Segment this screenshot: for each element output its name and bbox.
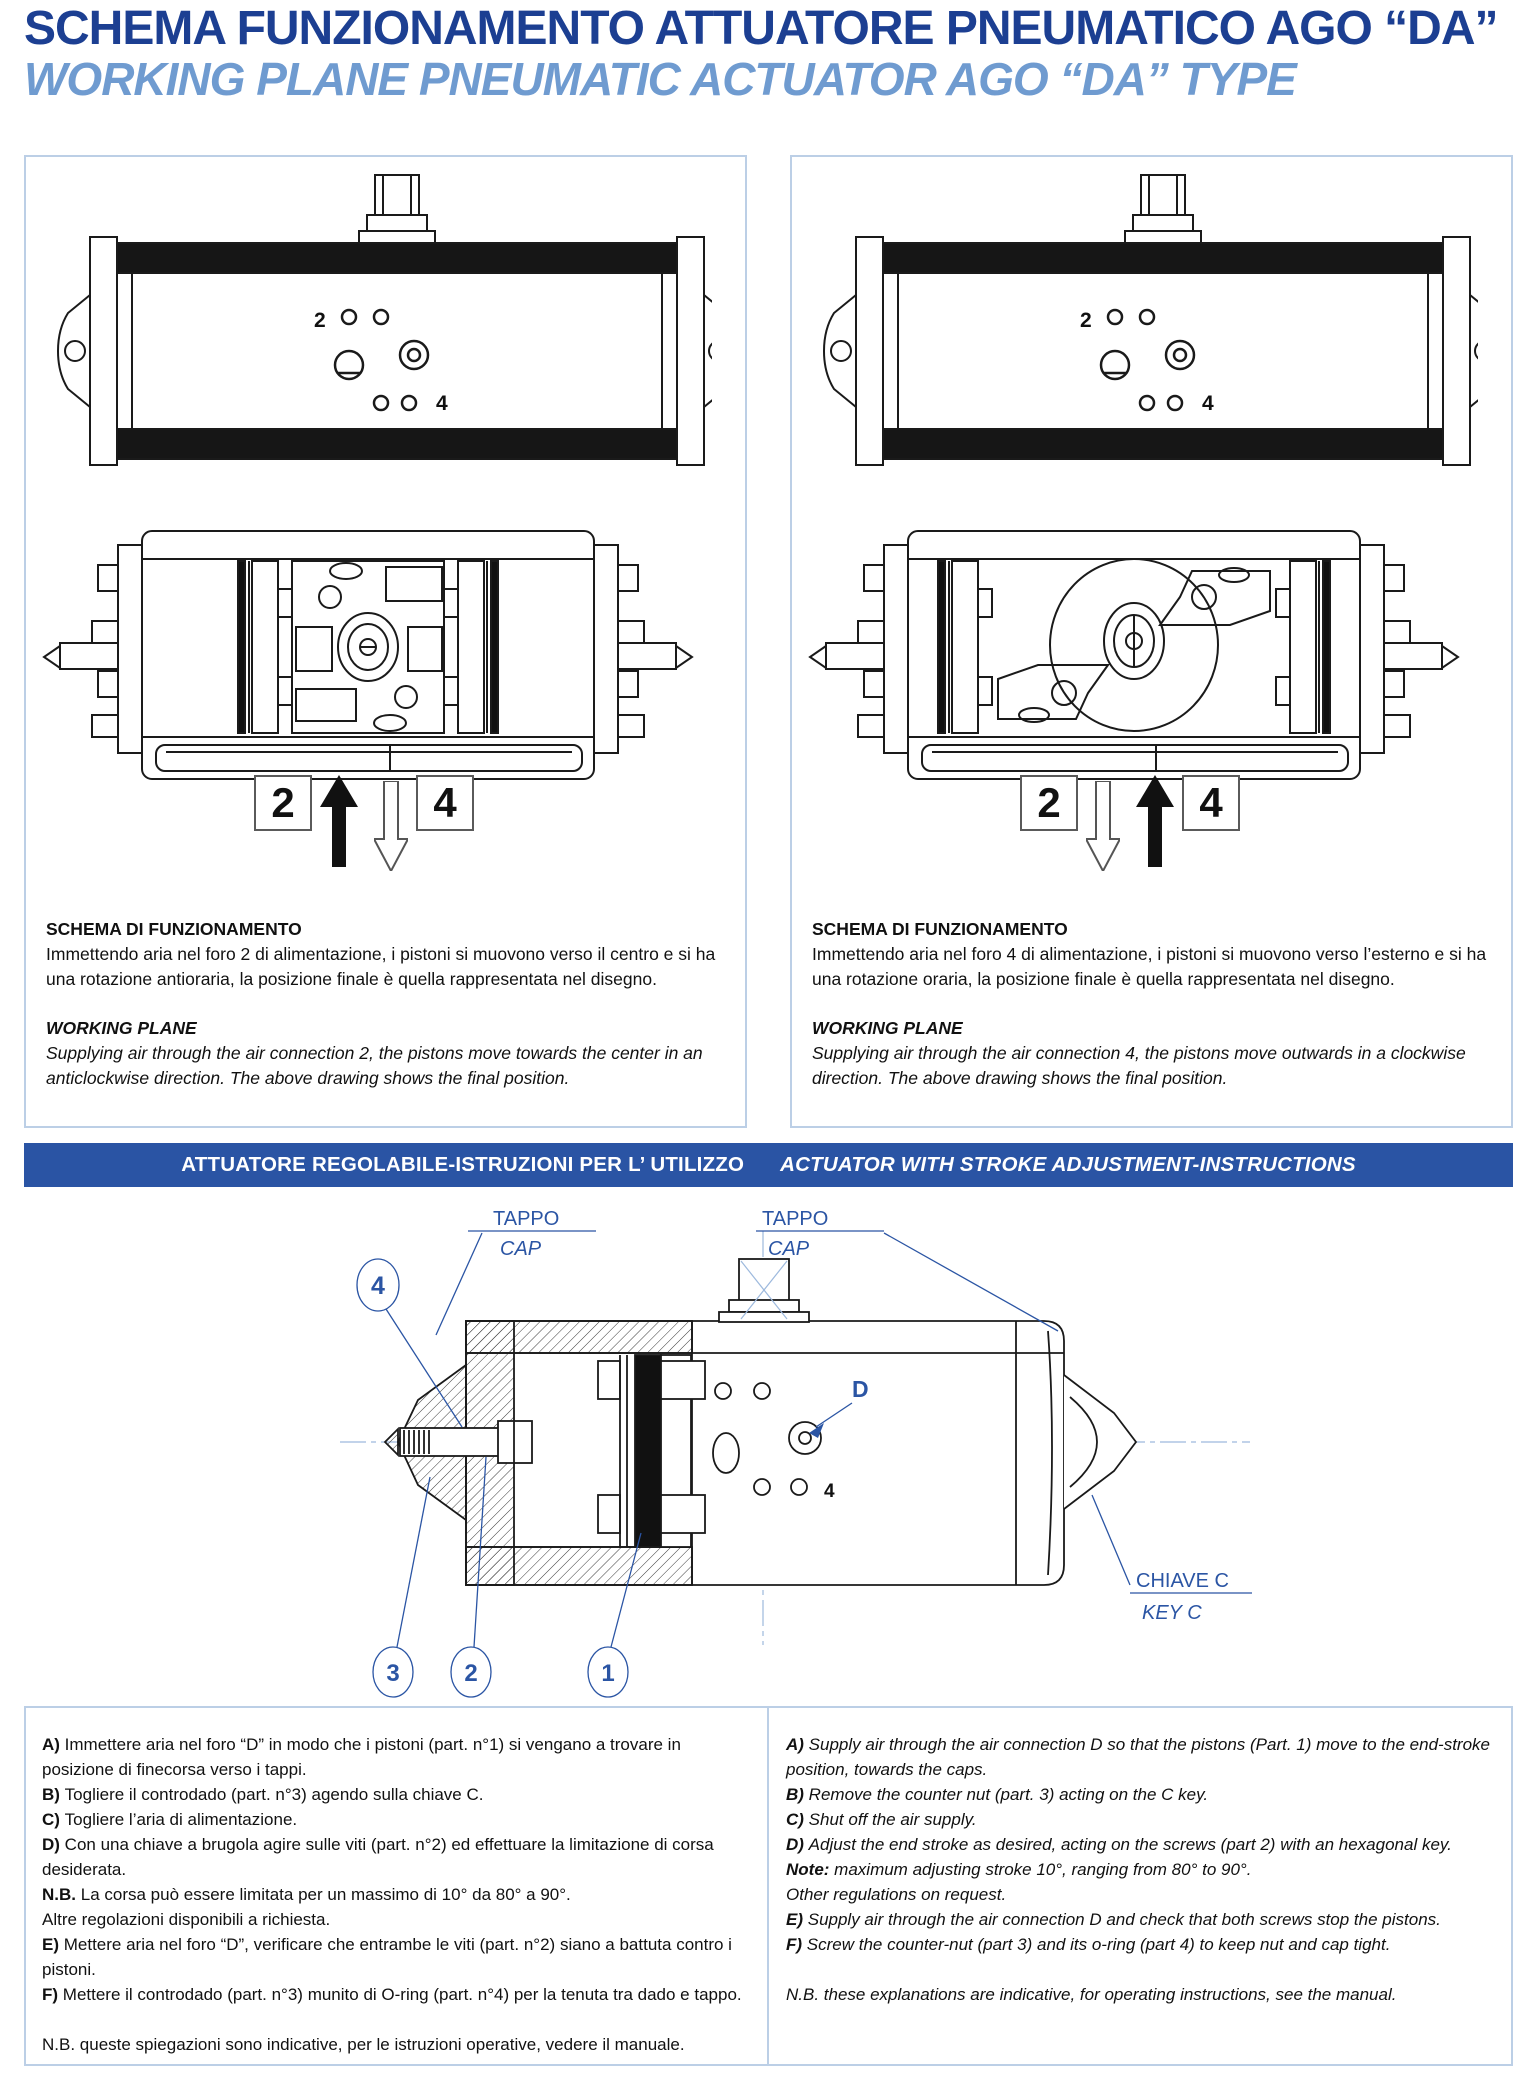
hole-4-label: 4	[824, 1481, 835, 1502]
actuator-section-view-pistons-center	[34, 505, 724, 795]
arrow-up-solid-icon	[320, 775, 358, 867]
instruction-line: N.B. these explanations are indicative, for operating instructions, see the manual.	[786, 1985, 1397, 2004]
arrow-down-hollow-icon	[374, 781, 408, 871]
actuator-section-view-pistons-outward	[800, 505, 1490, 795]
cap-label-english: CAP	[500, 1238, 542, 1260]
working-scheme-panel-right	[790, 155, 1513, 1128]
banner-title-italian: ATTUATORE REGOLABILE-ISTRUZIONI PER L’ UTILIZZO	[181, 1153, 745, 1176]
port-4-box: 4	[416, 775, 474, 831]
instructions-italian	[42, 1732, 752, 2057]
scheme-heading-it: SCHEMA DI FUNZIONAMENTO	[46, 919, 302, 939]
scheme-body-it: Immettendo aria nel foro 4 di alimentazione, i pistoni si muovono verso l’esterno e si ha una rotazione oraria, la posizione finale è quella rappresentata nel disegno.	[812, 944, 1487, 989]
instruction-line: Altre regolazioni disponibili a richiesta.	[42, 1910, 331, 1929]
section-banner	[24, 1143, 1513, 1187]
scheme-body-en: Supplying air through the air connection 2, the pistons move towards the center in an anticlockwise direction. The above drawing shows the final position.	[46, 1043, 703, 1088]
instruction-line: Note: maximum adjusting stroke 10°, ranging from 80° to 90°.	[786, 1860, 1252, 1879]
instruction-line: B) Togliere il controdado (part. n°3) agendo sulla chiave C.	[42, 1785, 484, 1804]
instructions-english	[786, 1732, 1498, 2007]
scheme-body-it: Immettendo aria nel foro 2 di alimentazione, i pistoni si muovono verso il centro e si ha una rotazione antioraria, la posizione finale è quella rappresentata nel disegno.	[46, 944, 716, 989]
air-flow-indicator-row	[254, 775, 474, 871]
stroke-adjustment-section-drawing	[300, 1195, 1280, 1750]
instruction-line: D) Con una chiave a brugola agire sulle viti (part. n°2) ed effettuare la limitazione di corsa desiderata.	[42, 1835, 714, 1879]
port-4-box: 4	[1182, 775, 1240, 831]
instruction-line: A) Supply air through the air connection D so that the pistons (Part. 1) move to the end-stroke position, towards the caps.	[786, 1735, 1490, 1779]
port-4-label: 4	[436, 392, 448, 415]
balloon-4: 4	[371, 1272, 385, 1300]
column-divider	[767, 1708, 769, 2064]
balloon-1: 1	[601, 1660, 615, 1687]
page-title-italian: SCHEMA FUNZIONAMENTO ATTUATORE PNEUMATICO AGO “DA”	[24, 2, 1498, 55]
connection-d-label: D	[852, 1376, 869, 1402]
scheme-body-en: Supplying air through the air connection 4, the pistons move outwards in a clockwise direction. The above drawing shows the final position.	[812, 1043, 1466, 1088]
instruction-line: E) Mettere aria nel foro “D”, verificare che entrambe le viti (part. n°2) siano a battuta contro i pistoni.	[42, 1935, 732, 1979]
port-2-box: 2	[254, 775, 312, 831]
arrow-up-solid-icon	[1136, 775, 1174, 867]
instruction-line: N.B. queste spiegazioni sono indicative, per le istruzioni operative, vedere il manuale.	[42, 2035, 685, 2054]
instruction-line: C) Shut off the air supply.	[786, 1810, 977, 1829]
instructions-box	[24, 1706, 1513, 2066]
instruction-line: B) Remove the counter nut (part. 3) acting on the C key.	[786, 1785, 1209, 1804]
scheme-heading-en: WORKING PLANE	[46, 1018, 197, 1038]
page-title-english: WORKING PLANE PNEUMATIC ACTUATOR AGO “DA” TYPE	[24, 53, 1296, 105]
actuator-top-view-drawing	[52, 167, 712, 477]
banner-title-english: ACTUATOR WITH STROKE ADJUSTMENT-INSTRUCTIONS	[780, 1153, 1356, 1176]
scheme-heading-it: SCHEMA DI FUNZIONAMENTO	[812, 919, 1068, 939]
instruction-line: F) Screw the counter-nut (part 3) and its o-ring (part 4) to keep nut and cap tight.	[786, 1935, 1391, 1954]
cap-label-italian: TAPPO	[493, 1208, 560, 1230]
air-flow-indicator-row	[1020, 775, 1240, 871]
key-c-label-english: KEY C	[1142, 1602, 1202, 1624]
port-4-label: 4	[1202, 392, 1214, 415]
cap-label-italian: TAPPO	[762, 1208, 829, 1230]
panel-description	[812, 917, 1491, 1091]
scheme-heading-en: WORKING PLANE	[812, 1018, 963, 1038]
instruction-line: E) Supply air through the air connection D and check that both screws stop the pistons.	[786, 1910, 1441, 1929]
instruction-line: A) Immettere aria nel foro “D” in modo che i pistoni (part. n°1) si vengano a trovare in posizione di finecorsa verso i tappi.	[42, 1735, 681, 1779]
instruction-line	[786, 1957, 1498, 1982]
instruction-line	[42, 2007, 752, 2032]
instruction-line: C) Togliere l’aria di alimentazione.	[42, 1810, 298, 1829]
instruction-line: D) Adjust the end stroke as desired, acting on the screws (part 2) with an hexagonal key.	[786, 1835, 1452, 1854]
port-2-label: 2	[314, 309, 326, 332]
port-2-box: 2	[1020, 775, 1078, 831]
instruction-line: N.B. La corsa può essere limitata per un massimo di 10° da 80° a 90°.	[42, 1885, 571, 1904]
balloon-3: 3	[386, 1660, 400, 1687]
panel-description	[46, 917, 725, 1091]
port-2-label: 2	[1080, 309, 1092, 332]
cap-label-english: CAP	[768, 1238, 810, 1260]
instruction-line: Other regulations on request.	[786, 1885, 1007, 1904]
page-header	[24, 4, 1514, 104]
balloon-2: 2	[464, 1660, 478, 1687]
working-scheme-panel-left	[24, 155, 747, 1128]
key-c-label-italian: CHIAVE C	[1136, 1570, 1229, 1592]
actuator-top-view-drawing	[818, 167, 1478, 477]
instruction-line: F) Mettere il controdado (part. n°3) munito di O-ring (part. n°4) per la tenuta tra dado e tappo.	[42, 1985, 742, 2004]
arrow-down-hollow-icon	[1086, 781, 1120, 871]
